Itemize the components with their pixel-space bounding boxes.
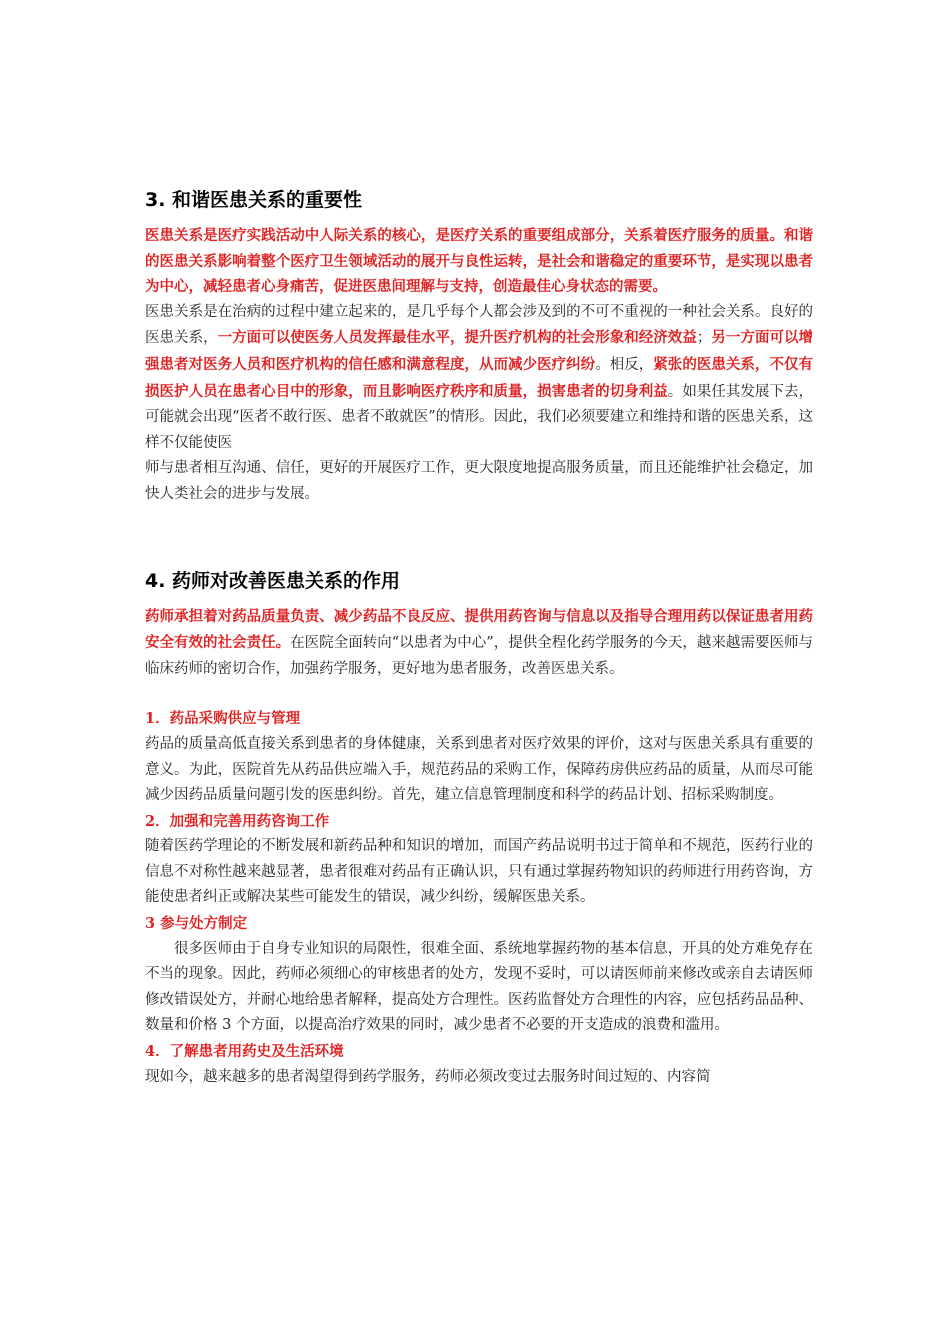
paragraph-2-text-e: 。相反， [595, 356, 654, 373]
paragraph-2-highlight-1: 一方面可以使医务人员发挥最佳水平，提升医疗机构的社会形象和经济效益 [217, 329, 697, 347]
section-3-heading: 3. 和谐医患关系的重要性 [145, 189, 363, 211]
item-2-heading: 2．加强和完善用药咨询工作 [145, 812, 330, 830]
paragraph-2-text-c: ； [696, 330, 712, 347]
item-1-heading: 1．药品采购供应与管理 [145, 710, 301, 728]
paragraph-2-text-a: 医患关系是在治病的过程中建立起来的，是几乎每个人都会涉及到的不可不重视的一种社会关系。良好的医患关系， [145, 303, 813, 347]
item-2-text: 随着医药学理论的不断发展和新药品种和知识的增加，而国产药品说明书过于简单和不规范，医药行业的信息不对称性越来越显著，患者很难对药品有正确认识，只有通过掌握药物知识的药师进行用药咨询，方能使患者纠正或解决某些可能发生的错误，减少纠纷，缓解医患关系。 [145, 838, 813, 906]
section-4-heading: 4. 药师对改善医患关系的作用 [145, 569, 401, 592]
section-4-intro [145, 604, 813, 683]
item-3-text: 很多医师由于自身专业知识的局限性，很难全面、系统地掌握药物的基本信息，开具的处方难免存在不当的现象。因此，药师必须细心的审核患者的处方，发现不妥时，可以请医师前来修改或亲自去请医师修改错误处方，并耐心地给患者解释，提高处方合理性。医药监督处方合理性的内容，应包括药品品种、数量和价格 3 个方面，以提高治疗效果的同时，减少患者不必要的开支造成的浪费和滥用。 [145, 940, 813, 1034]
paragraph-2-text-g: 。如果任其发展下去，可能就会出现“医者不敢行医、患者不敢就医”的情形。因此，我们必须要建立和维持和谐的医患关系，这样不仅能使医 [145, 383, 813, 451]
section-4-intro-highlight: 药师承担着对药品质量负责、减少药品不良反应、提供用药咨询与信息以及指导合理用药以保证患者用药安全有效的社会责任。 [145, 607, 813, 652]
section-3-paragraph-3: 师与患者相互沟通、信任，更好的开展医疗工作，更大限度地提高服务质量，而且还能维护社会稳定，加快人类社会的进步与发展。 [145, 460, 813, 502]
item-4-heading: 4．了解患者用药史及生活环境 [145, 1043, 344, 1061]
paragraph-2-highlight-3: 紧张的医患关系，不仅有损医护人员在患者心目中的形象，而且影响医疗秩序和质量，损害患者的切身利益 [145, 355, 814, 400]
document-body [145, 0, 813, 1090]
section-3-paragraph-2 [145, 300, 813, 457]
item-3-heading: 3 参与处方制定 [145, 915, 248, 933]
section-4-intro-text: 在医院全面转向“以患者为中心”，提供全程化药学服务的今天，越来越需要医师与临床药师的密切合作，加强药学服务，更好地为患者服务，改善医患关系。 [145, 635, 814, 677]
section-3-paragraph-1: 医患关系是医疗实践活动中人际关系的核心，是医疗关系的重要组成部分，关系着医疗服务的质量。和谐的医患关系影响着整个医疗卫生领域活动的展开与良性运转，是社会和谐稳定的重要环节，是实现以患者为中心，减轻患者心身痛苦，促进医患间理解与支持，创造最佳心身状态的需要。 [145, 227, 813, 296]
paragraph-2-highlight-2: 另一方面可以增强患者对医务人员和医疗机构的信任感和满意程度，从而减少医疗纠纷 [145, 329, 814, 373]
item-1-text: 药品的质量高低直接关系到患者的身体健康，关系到患者对医疗效果的评价，这对与医患关系具有重要的意义。为此，医院首先从药品供应端入手，规范药品的采购工作，保障药房供应药品的质量，从而尽可能减少因药品质量问题引发的医患纠纷。首先，建立信息管理制度和科学的药品计划、招标采购制度。 [145, 735, 813, 804]
item-4-text: 现如今，越来越多的患者渴望得到药学服务，药师必须改变过去服务时间过短的、内容简 [145, 1068, 711, 1085]
